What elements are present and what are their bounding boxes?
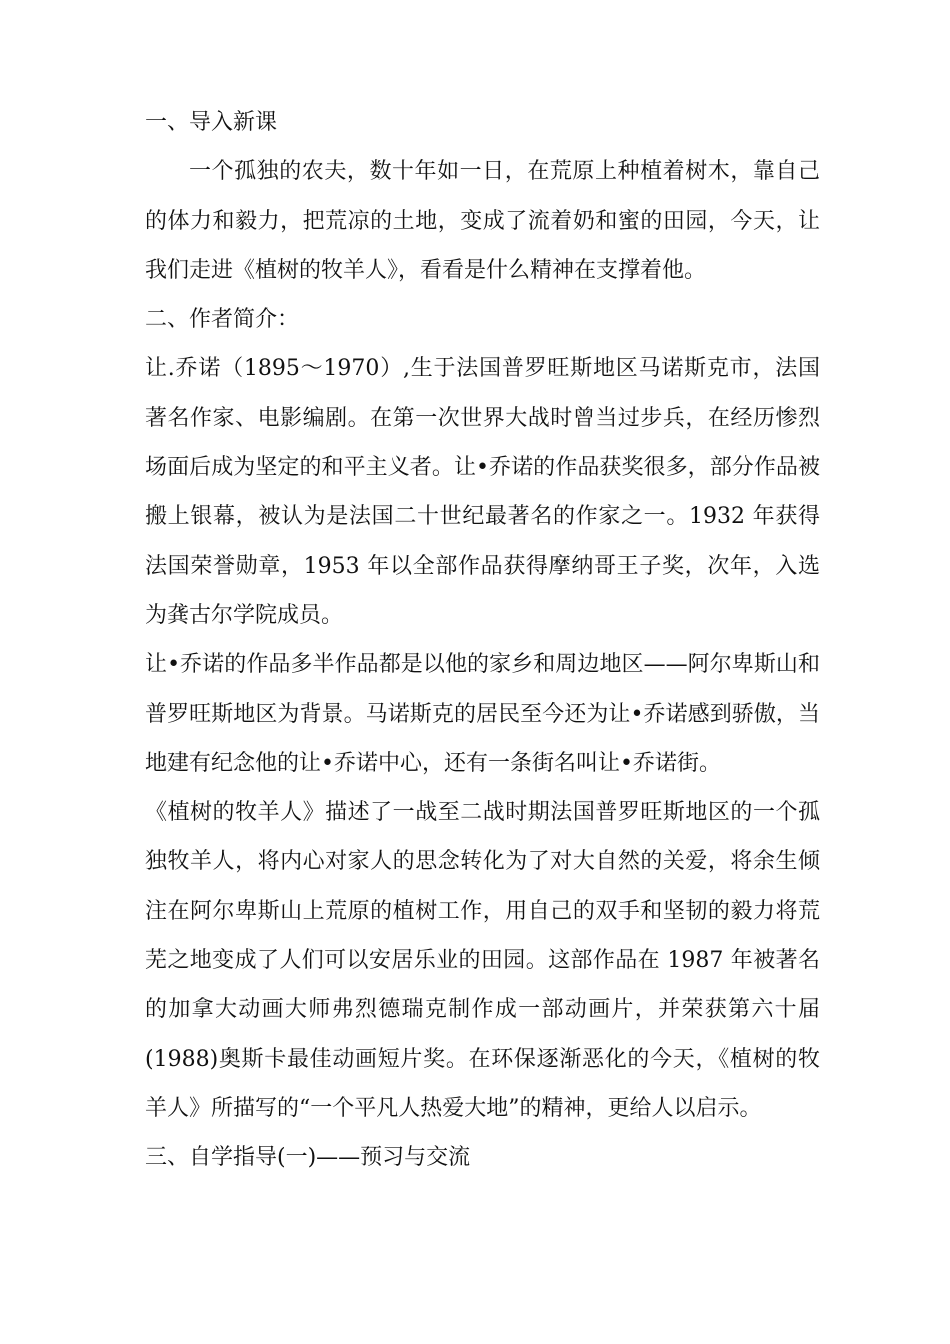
section-heading-self-study: 三、自学指导(一)——预习与交流: [145, 1145, 471, 1171]
section-heading-author: 二、作者简介：: [145, 307, 300, 333]
section-heading-intro: 一、导入新课: [145, 110, 278, 135]
work-summary-paragraph: 《植树的牧羊人》描述了一战至二战时期法国普罗旺斯地区的一个孤独牧羊人，将内心对家人的思念转化为了对大自然的关爱，将余生倾注在阿尔卑斯山上荒原的植树工作，用自己的双手和坚韧的毅力将荒芜之地变成了人们可以安居乐业的田园。这部作品在 1987 年被著名的加拿大动画大师弗烈德瑞克制作成一部动画片，并荣获第六十届(1988)奥斯卡最佳动画短片奖。在环保逐渐恶化的今天，《植树的牧羊人》所描写的“一个平凡人热爱大地”的精神，更给人以启示。: [145, 800, 820, 1121]
intro-paragraph: 一个孤独的农夫，数十年如一日，在荒原上种植着树木，靠自己的体力和毅力，把荒凉的土地，变成了流着奶和蜜的田园，今天，让我们走进《植树的牧羊人》，看看是什么精神在支撑着他。: [145, 159, 820, 283]
author-hometown-paragraph: 让•乔诺的作品多半作品都是以他的家乡和周边地区——阿尔卑斯山和普罗旺斯地区为背景。马诺斯克的居民至今还为让•乔诺感到骄傲，当地建有纪念他的让•乔诺中心，还有一条街名叫让•乔诺街。: [145, 652, 820, 776]
author-bio-paragraph: 让.乔诺（1895～1970）,生于法国普罗旺斯地区马诺斯克市，法国著名作家、电影编剧。在第一次世界大战时曾当过步兵，在经历惨烈场面后成为坚定的和平主义者。让•乔诺的作品获奖很多，部分作品被搬上银幕，被认为是法国二十世纪最著名的作家之一。1932 年获得法国荣誉勋章，1953 年以全部作品获得摩纳哥王子奖，次年，入选为龚古尔学院成员。: [145, 356, 820, 628]
document-page: [145, 98, 820, 1183]
